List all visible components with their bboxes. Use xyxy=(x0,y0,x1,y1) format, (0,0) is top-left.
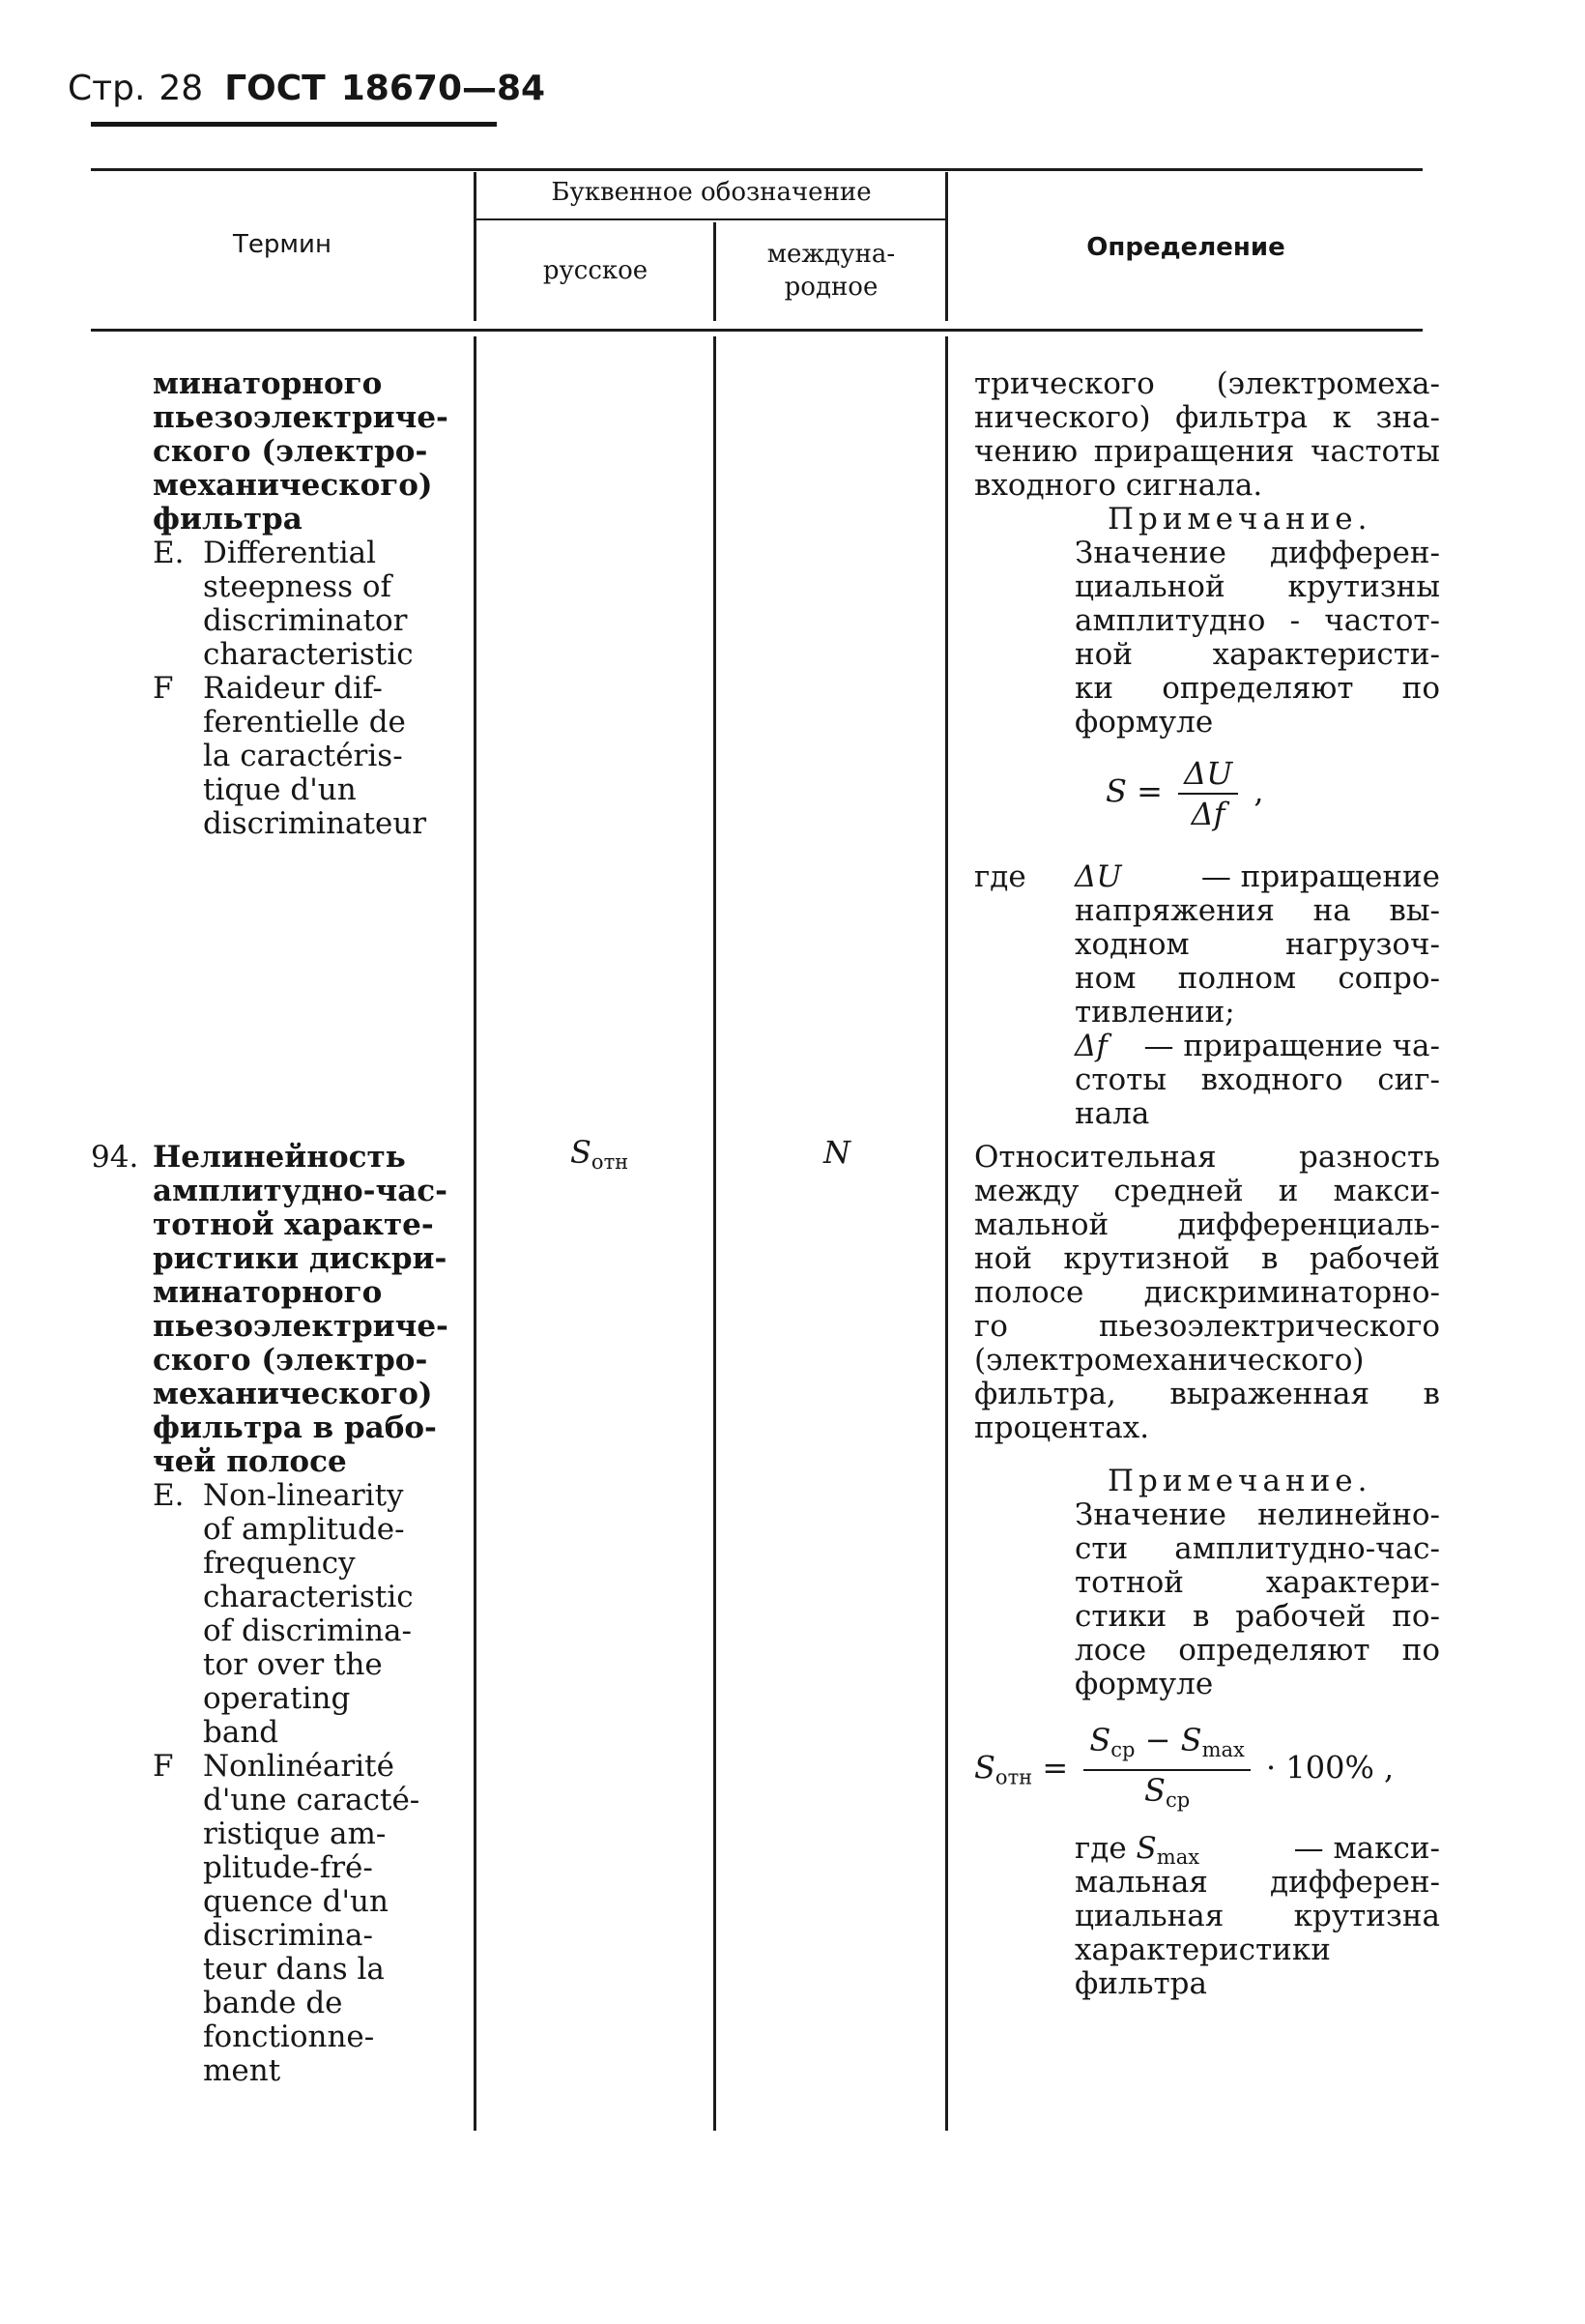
formula-94-den-sub: ср xyxy=(1165,1788,1191,1812)
where-symbol-df: Δf xyxy=(1075,1029,1108,1063)
term-cont-fr-line: Raideur dif- xyxy=(203,671,383,706)
header-divider-3 xyxy=(945,172,948,321)
def-94-line: между средней и макси- xyxy=(974,1174,1440,1208)
term-94-note-title: Примечание. xyxy=(1108,1464,1372,1498)
table-top-rule xyxy=(91,168,1423,171)
note-body xyxy=(1075,537,1440,706)
term-continuation-ru xyxy=(153,367,448,537)
term-94-fr-line: ristique am- xyxy=(203,1816,387,1851)
formula-94-lhs: S xyxy=(974,1749,995,1787)
where-symbol-du: ΔU xyxy=(1075,859,1122,894)
term-94-ru-line: фильтра в рабо- xyxy=(153,1410,437,1445)
term-cont-en-line: steepness of xyxy=(203,569,392,604)
header-russian: русское xyxy=(542,256,648,285)
header-letter-designation: Буквенное обозначение xyxy=(551,178,872,207)
definition-continuation-last: входного сигнала. xyxy=(974,468,1263,503)
formula-94-tail: · 100% , xyxy=(1266,1749,1395,1787)
term-94-where-tail xyxy=(1075,1933,1331,2001)
term-94-ru-line: ского (электро- xyxy=(153,1343,428,1378)
term-continuation-fr xyxy=(203,672,426,841)
term-94-definition xyxy=(974,1141,1440,1411)
standard-label: ГОСТ xyxy=(224,69,326,108)
term-cont-en-line: Differential xyxy=(203,536,377,570)
def-cont-line: трического (электромеха- xyxy=(974,366,1440,401)
term-94-ru-line: тотной характе- xyxy=(153,1207,434,1242)
page-number: 28 xyxy=(158,69,204,108)
term-cont-ru-line: пьезоэлектриче- xyxy=(153,400,448,435)
note-line: циальной крутизны xyxy=(1075,569,1440,604)
where-94-symbol-sub: max xyxy=(1156,1845,1200,1869)
where-94-tail-line: характеристики xyxy=(1075,1932,1331,1967)
formula-nonlinearity xyxy=(974,1721,1394,1819)
where-df-body xyxy=(1075,1063,1440,1097)
def-cont-line: нического) фильтра к зна- xyxy=(974,400,1440,435)
formula-94-numerator xyxy=(1083,1721,1251,1771)
where-df-last: нала xyxy=(1075,1096,1150,1131)
formula-94-num-b-sub: max xyxy=(1201,1738,1245,1761)
header-divider-2 xyxy=(713,222,716,321)
term-94-fr-line: d'une caracté- xyxy=(203,1783,420,1817)
def-94-line: го пьезоэлектрического xyxy=(974,1309,1440,1344)
term-cont-fr-line: tique d'un xyxy=(203,772,357,807)
term-94-note-formula-word: формуле xyxy=(1075,1667,1214,1701)
note-94-line: стики в рабочей по- xyxy=(1075,1599,1440,1634)
term-94-number: 94. xyxy=(91,1140,139,1175)
term-94-fr-line: Nonlinéarité xyxy=(203,1749,394,1784)
page-prefix: Стр. xyxy=(68,69,146,108)
term-94-fr-line: quence d'un xyxy=(203,1884,389,1919)
def-94-line: мальной дифференциаль- xyxy=(974,1207,1440,1242)
term-94-en-line: operating xyxy=(203,1681,351,1716)
term-94-ru-line: механического) xyxy=(153,1377,433,1411)
term-94-en-line: tor over the xyxy=(203,1647,383,1682)
term-94-fr-line: teur dans la xyxy=(203,1952,385,1987)
term-94-fr-line: discrimina- xyxy=(203,1918,373,1953)
term-94-ru-line: чей полосе xyxy=(153,1444,347,1479)
term-cont-fr-line: ferentielle de xyxy=(203,705,406,740)
header-international-line-1: междуна- xyxy=(766,240,896,269)
term-94-en-line: of amplitude- xyxy=(203,1512,405,1547)
term-94-fr-line: fonctionne- xyxy=(203,2019,375,2054)
term-continuation-fr-marker: F xyxy=(153,671,174,706)
term-94-symbol-ru xyxy=(570,1136,628,1179)
formula-fraction xyxy=(1178,754,1238,833)
term-cont-fr-line: discriminateur xyxy=(203,806,427,841)
term-continuation-en-marker: E. xyxy=(153,536,185,570)
term-94-symbol-intl: N xyxy=(823,1134,850,1171)
header-international-line-2: родное xyxy=(784,273,879,302)
term-94-ru-line: Нелинейность xyxy=(153,1140,406,1175)
def-94-line: фильтра, выраженная в xyxy=(974,1377,1440,1411)
page-header xyxy=(68,68,545,110)
term-94-ru-line: амплитудно-час- xyxy=(153,1174,448,1208)
where-94-word: где xyxy=(1075,1831,1127,1866)
where-df-line: стоты входного сиг- xyxy=(1075,1062,1440,1097)
note-formula-word: формуле xyxy=(1075,705,1214,740)
symbol-ru-main: S xyxy=(570,1134,591,1171)
term-cont-en-line: discriminator xyxy=(203,603,408,638)
formula-denominator: Δf xyxy=(1191,796,1225,832)
term-94-definition-last: процентах. xyxy=(974,1410,1150,1445)
where-94-line: циальная крутизна xyxy=(1075,1899,1440,1933)
where-du-line: напряжения на вы- xyxy=(1075,893,1440,928)
header-bottom-rule xyxy=(91,329,1423,332)
body-divider-1 xyxy=(474,336,476,2131)
term-94-en-line: characteristic xyxy=(203,1580,414,1614)
where-du-last: тивлении; xyxy=(1075,995,1235,1030)
note-94-line: Значение нелинейно- xyxy=(1075,1497,1440,1532)
header-rule xyxy=(91,122,497,127)
formula-lhs: S = xyxy=(1106,772,1163,810)
term-94-fr-line: ment xyxy=(203,2053,281,2088)
formula-94-eq: = xyxy=(1042,1749,1069,1787)
where-du-line: ном полном сопро- xyxy=(1075,961,1440,996)
header-definition: Определение xyxy=(1086,233,1285,262)
note-line: ки определяют по xyxy=(1075,671,1440,706)
note-line: Значение дифферен- xyxy=(1075,536,1440,570)
formula-94-den: S xyxy=(1144,1772,1166,1809)
formula-comma: , xyxy=(1254,772,1264,810)
where-94-tail-line: фильтра xyxy=(1075,1966,1207,2001)
term-94-en-line: of discrimina- xyxy=(203,1613,412,1648)
formula-94-num-a-sub: ср xyxy=(1110,1738,1136,1761)
definition-continuation xyxy=(974,367,1440,469)
term-94-fr-marker: F xyxy=(153,1749,174,1784)
term-cont-ru-line: фильтра xyxy=(153,502,303,537)
where-94-text: — макси- xyxy=(1293,1831,1440,1866)
term-cont-ru-line: механического) xyxy=(153,468,433,503)
term-94-en-line: Non-linearity xyxy=(203,1478,404,1513)
formula-94-fraction xyxy=(1083,1721,1251,1819)
def-94-line: полосе дискриминаторно- xyxy=(974,1275,1440,1310)
term-94-en xyxy=(203,1479,414,1750)
term-continuation-en xyxy=(203,537,414,672)
where-94-symbol: S xyxy=(1136,1831,1157,1866)
def-94-line: ной крутизной в рабочей xyxy=(974,1241,1440,1276)
term-94-ru xyxy=(153,1141,448,1479)
standard-number: 18670—84 xyxy=(340,69,546,108)
where-word: где xyxy=(974,859,1026,894)
term-94-en-line: frequency xyxy=(203,1546,356,1581)
note-94-line: сти амплитудно-час- xyxy=(1075,1531,1440,1566)
header-international xyxy=(717,238,945,304)
formula-numerator: ΔU xyxy=(1178,754,1238,795)
note-94-line: лосе определяют по xyxy=(1075,1633,1440,1668)
term-cont-ru-line: ского (электро- xyxy=(153,434,428,469)
note-94-line: тотной характери- xyxy=(1075,1565,1440,1600)
letter-designation-rule xyxy=(476,218,947,220)
body-divider-2 xyxy=(713,336,716,2131)
formula-94-denominator xyxy=(1083,1771,1251,1819)
formula-94-num-op: − xyxy=(1144,1722,1171,1758)
term-94-fr-line: plitude-fré- xyxy=(203,1850,373,1885)
formula-94-lhs-sub: отн xyxy=(994,1765,1033,1789)
def-cont-line: чению приращения частоты xyxy=(974,434,1440,469)
formula-94-num-a: S xyxy=(1089,1722,1111,1758)
symbol-ru-sub: отн xyxy=(591,1150,629,1174)
def-94-line: Относительная разность xyxy=(974,1140,1440,1175)
formula-differential-steepness xyxy=(1106,754,1264,833)
term-94-en-marker: E. xyxy=(153,1478,185,1513)
where-du-body xyxy=(1075,894,1440,996)
where-du-line: ходном нагрузоч- xyxy=(1075,927,1440,962)
term-94-note-body xyxy=(1075,1498,1440,1668)
term-94-ru-line: пьезоэлектриче- xyxy=(153,1309,448,1344)
note-title: Примечание. xyxy=(1108,502,1372,537)
header-divider-1 xyxy=(474,172,476,321)
note-line: амплитудно - частот- xyxy=(1075,603,1440,638)
term-94-fr-line: bande de xyxy=(203,1986,343,2020)
term-cont-en-line: characteristic xyxy=(203,637,414,672)
body-divider-3 xyxy=(945,336,948,2131)
where-text-du: — приращение xyxy=(1200,859,1440,894)
where-text-df: — приращение ча- xyxy=(1143,1029,1440,1063)
def-94-line: (электромеханического) xyxy=(974,1343,1365,1378)
term-94-fr xyxy=(203,1750,419,2088)
term-94-where-body xyxy=(1075,1866,1440,1933)
term-94-ru-line: минаторного xyxy=(153,1275,383,1310)
term-cont-ru-line: минаторного xyxy=(153,366,383,401)
term-cont-fr-line: la caractéris- xyxy=(203,739,403,773)
note-line: ной характеристи- xyxy=(1075,637,1440,672)
formula-94-num-b: S xyxy=(1180,1722,1202,1758)
term-94-ru-line: ристики дискри- xyxy=(153,1241,447,1276)
where-94-line: мальная дифферен- xyxy=(1075,1865,1440,1900)
header-term: Термин xyxy=(233,230,331,259)
term-94-en-line: band xyxy=(203,1715,279,1750)
